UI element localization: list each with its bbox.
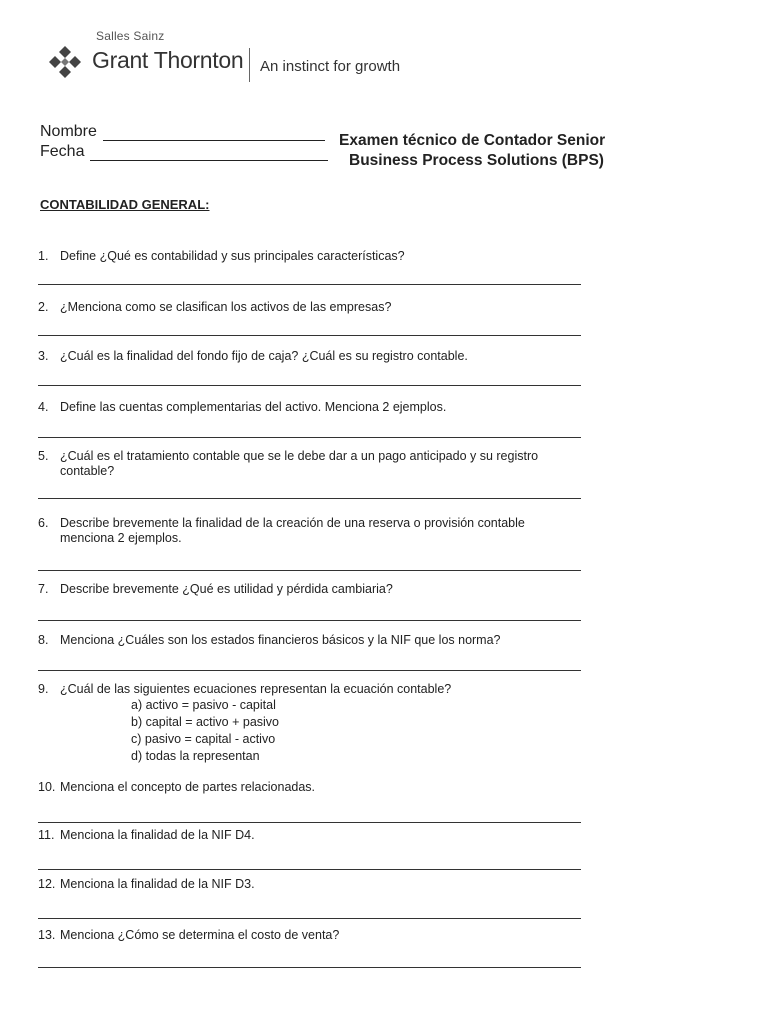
question-text: ¿Cuál de las siguientes ecuaciones representan la ecuación contable? [60, 682, 452, 696]
question-number: 13. [38, 928, 56, 942]
question-text: Describe brevemente ¿Qué es utilidad y pérdida cambiaria? [60, 582, 393, 596]
question-number: 4. [38, 400, 49, 414]
question-number: 8. [38, 633, 49, 647]
question-number: 12. [38, 877, 56, 891]
question-number: 10. [38, 780, 56, 794]
date-field[interactable] [40, 143, 328, 161]
question-9-options [131, 697, 279, 765]
answer-line-10[interactable] [38, 822, 581, 823]
name-line[interactable] [103, 126, 325, 141]
brand-name: Grant Thornton [92, 47, 244, 73]
question-text: Define ¿Qué es contabilidad y sus principales características? [60, 249, 405, 263]
question-5 [38, 449, 583, 479]
exam-title [339, 131, 639, 171]
question-11 [38, 828, 583, 843]
question-4 [38, 400, 583, 415]
answer-line-2[interactable] [38, 335, 581, 336]
question-1 [38, 249, 583, 264]
question-10 [38, 780, 583, 795]
question-text: Define las cuentas complementarias del activo. Menciona 2 ejemplos. [60, 400, 447, 414]
brand-tagline: An instinct for growth [260, 58, 401, 75]
date-label: Fecha [40, 143, 85, 160]
question-text: Menciona el concepto de partes relacionadas. [60, 780, 316, 794]
answer-line-3[interactable] [38, 385, 581, 386]
brand-divider [249, 48, 250, 82]
date-line[interactable] [90, 146, 328, 161]
question-number: 7. [38, 582, 49, 596]
question-8 [38, 633, 583, 648]
name-label: Nombre [40, 123, 97, 140]
option-d[interactable]: d) todas la representan [131, 749, 260, 763]
question-text: Describe brevemente la finalidad de la creación de una reserva o provisión contable menciona 2 ejemplos. [60, 516, 525, 545]
answer-line-7[interactable] [38, 620, 581, 621]
question-6 [38, 516, 583, 546]
question-text: Menciona la finalidad de la NIF D3. [60, 877, 255, 891]
question-text: Menciona ¿Cuáles son los estados financieros básicos y la NIF que los norma? [60, 633, 501, 647]
question-number: 1. [38, 249, 49, 263]
question-number: 6. [38, 516, 49, 530]
section-title: CONTABILIDAD GENERAL: [40, 197, 210, 212]
answer-line-5[interactable] [38, 498, 581, 499]
brand-subtitle: Salles Sainz [96, 29, 165, 43]
question-12 [38, 877, 583, 892]
question-number: 11. [38, 828, 55, 842]
answer-line-6[interactable] [38, 570, 581, 571]
answer-line-8[interactable] [38, 670, 581, 671]
option-b[interactable]: b) capital = activo + pasivo [131, 715, 279, 729]
question-7 [38, 582, 583, 597]
question-2 [38, 300, 583, 315]
question-3 [38, 349, 583, 364]
question-number: 3. [38, 349, 49, 363]
question-number: 9. [38, 682, 49, 696]
question-9 [38, 682, 583, 697]
answer-line-11[interactable] [38, 869, 581, 870]
grant-thornton-logo-icon [47, 44, 83, 80]
question-text: Menciona ¿Cómo se determina el costo de venta? [60, 928, 340, 942]
answer-line-4[interactable] [38, 437, 581, 438]
exam-title-line1: Examen técnico de Contador Senior [339, 132, 606, 149]
question-13 [38, 928, 583, 943]
answer-line-12[interactable] [38, 918, 581, 919]
answer-line-1[interactable] [38, 284, 581, 285]
question-text: ¿Cuál es el tratamiento contable que se le debe dar a un pago anticipado y su registro contable? [60, 449, 539, 478]
question-text: ¿Cuál es la finalidad del fondo fijo de caja? ¿Cuál es su registro contable. [60, 349, 468, 363]
name-field[interactable] [40, 123, 325, 141]
question-number: 5. [38, 449, 49, 463]
question-text: ¿Menciona como se clasifican los activos de las empresas? [60, 300, 392, 314]
question-number: 2. [38, 300, 49, 314]
answer-line-13[interactable] [38, 967, 581, 968]
question-text: Menciona la finalidad de la NIF D4. [60, 828, 255, 842]
option-c[interactable]: c) pasivo = capital - activo [131, 732, 276, 746]
option-a[interactable]: a) activo = pasivo - capital [131, 698, 276, 712]
exam-title-line2: Business Process Solutions (BPS) [349, 152, 604, 169]
